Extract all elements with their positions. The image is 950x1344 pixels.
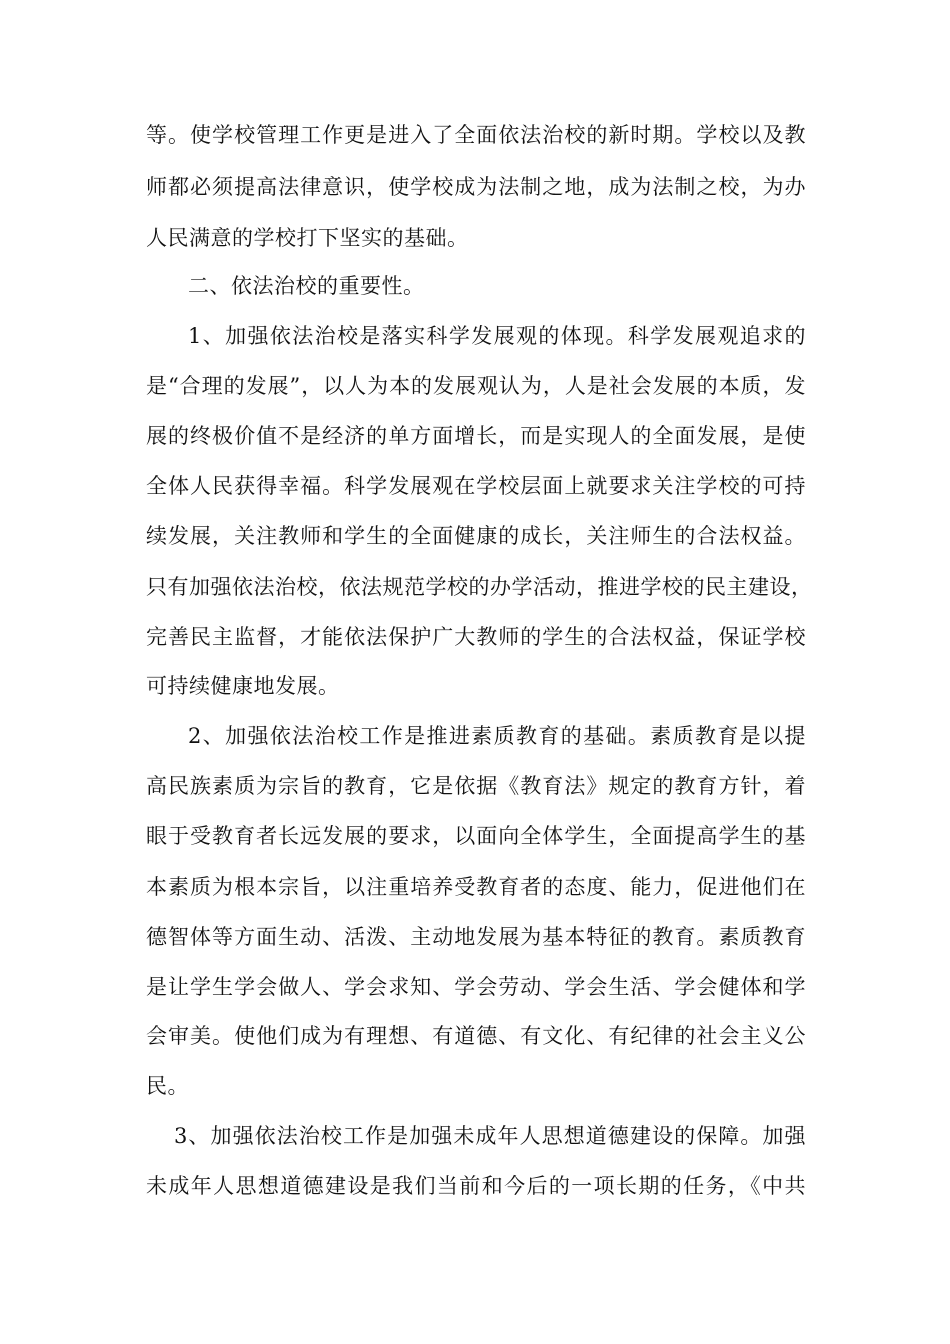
text-line: 展的终极价值不是经济的单方面增长，而是实现人的全面发展，是使 (146, 424, 806, 448)
text-line: 3、加强依法治校工作是加强未成年人思想道德建设的保障。加强 (174, 1124, 806, 1148)
text-line: 只有加强依法治校，依法规范学校的办学活动，推进学校的民主建设， (146, 575, 813, 599)
text-line: 2、加强依法治校工作是推进素质教育的基础。素质教育是以提 (188, 724, 806, 748)
text-line: 1、加强依法治校是落实科学发展观的体现。科学发展观追求的 (188, 324, 806, 348)
text-line: 可持续健康地发展。 (146, 674, 340, 698)
text-line: 会审美。使他们成为有理想、有道德、有文化、有纪律的社会主义公 (146, 1024, 806, 1048)
text-line: 眼于受教育者长远发展的要求，以面向全体学生，全面提高学生的基 (146, 824, 806, 848)
text-line: 全体人民获得幸福。科学发展观在学校层面上就要求关注学校的可持 (146, 474, 806, 498)
text-line: 师都必须提高法律意识，使学校成为法制之地，成为法制之校，为办 (146, 175, 806, 199)
text-line: 是“合理的发展”，以人为本的发展观认为，人是社会发展的本质，发 (146, 374, 806, 398)
text-line: 是让学生学会做人、学会求知、学会劳动、学会生活、学会健体和学 (146, 975, 806, 999)
section-heading: 二、依法治校的重要性。 (188, 274, 425, 298)
text-line: 续发展，关注教师和学生的全面健康的成长，关注师生的合法权益。 (146, 524, 806, 548)
text-line: 等。使学校管理工作更是进入了全面依法治校的新时期。学校以及教 (146, 123, 806, 147)
text-line: 完善民主监督，才能依法保护广大教师的学生的合法权益，保证学校 (146, 625, 806, 649)
text-line: 本素质为根本宗旨，以注重培养受教育者的态度、能力，促进他们在 (146, 875, 806, 899)
text-line: 人民满意的学校打下坚实的基础。 (146, 226, 469, 250)
text-line: 高民族素质为宗旨的教育，它是依据《教育法》规定的教育方针，着 (146, 774, 806, 798)
text-line: 德智体等方面生动、活泼、主动地发展为基本特征的教育。素质教育 (146, 925, 806, 949)
text-line: 未成年人思想道德建设是我们当前和今后的一项长期的任务，《中共 (146, 1174, 806, 1198)
text-line: 民。 (146, 1074, 189, 1098)
